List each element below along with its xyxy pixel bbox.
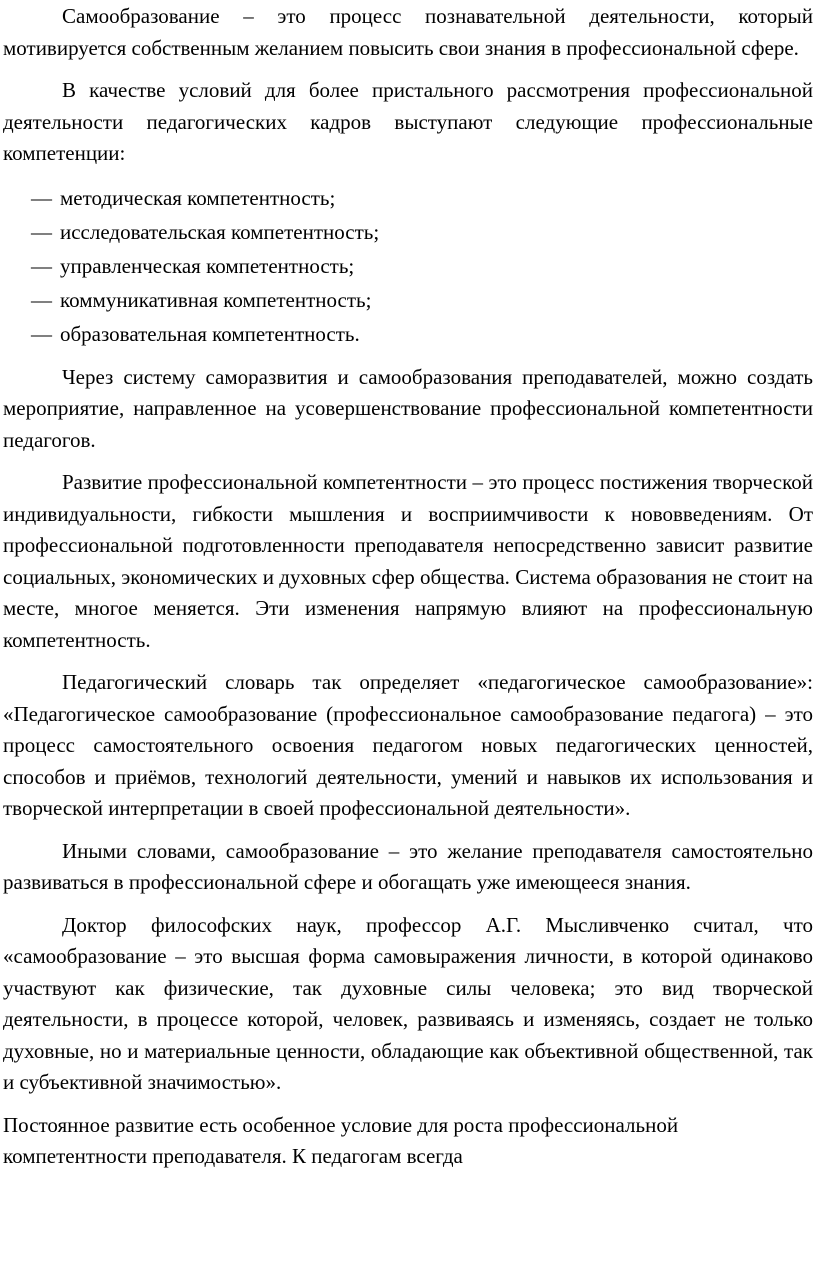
list-item [3,317,813,351]
list-dash: — [31,185,52,210]
paragraph-myslivchenko-quote: Доктор философских наук, профессор А.Г. Мысливченко считал, что «самообразование – это высшая форма самовыражения личности, в которой одинаково участвуют как физические, так духовные силы человека; это вид творческой деятельности, в процессе которой, человек, развиваясь и изменяясь, создает не только духовные, но и материальные ценности, обладающие как объективной общественной, так и субъективной значимостью». [3,912,813,1094]
list-item-text: образовательная компетентность. [60,321,360,346]
list-dash: — [31,253,52,278]
paragraph-self-development-system: Через систему саморазвития и самообразования преподавателей, можно создать мероприятие, направленное на усовершенствование профессиональной компетентности педагогов. [3,364,813,452]
paragraph-definition: Самообразование – это процесс познавательной деятельности, который мотивируется собственным желанием повысить свои знания в профессиональной сфере. [3,4,813,60]
list-item [3,249,813,283]
list-item-text: коммуникативная компетентность; [60,287,372,312]
paragraph-constant-development: Постоянное развитие есть особенное условие для роста профессиональной компетентности преподавателя. К педагогам всегда [3,1112,679,1168]
list-item-text: методическая компетентность; [60,185,336,210]
paragraph-competence-development: Развитие профессиональной компетентности – это процесс постижения творческой индивидуальности, гибкости мышления и восприимчивости к нововведениям. От профессиональной подготовленности преподавателя непосредственно зависит развитие социальных, экономических и духовных сфер общества. Система образования не стоит на месте, многое меняется. Эти изменения напрямую влияют на профессиональную компетентность. [3,470,813,652]
list-dash: — [31,287,52,312]
list-item [3,181,813,215]
list-item-text: управленческая компетентность; [60,253,355,278]
list-dash: — [31,321,52,346]
list-item [3,215,813,249]
paragraph-in-other-words: Иными словами, самообразование – это желание преподавателя самостоятельно развиваться в профессиональной сфере и обогащать уже имеющееся знания. [3,838,813,894]
list-item-text: исследовательская компетентность; [60,219,380,244]
list-dash: — [31,219,52,244]
list-item [3,283,813,317]
competencies-list [3,181,813,351]
paragraph-competencies-intro: В качестве условий для более пристального рассмотрения профессиональной деятельности педагогических кадров выступают следующие профессиональные компетенции: [3,78,813,165]
paragraph-dictionary-definition: Педагогический словарь так определяет «педагогическое самообразование»: «Педагогическое самообразование (профессиональное самообразование педагога) – это процесс самостоятельного освоения педагогом новых педагогических ценностей, способов и приёмов, технологий деятельности, умений и навыков их использования и творческой интерпретации в своей профессиональной деятельности». [3,670,813,820]
